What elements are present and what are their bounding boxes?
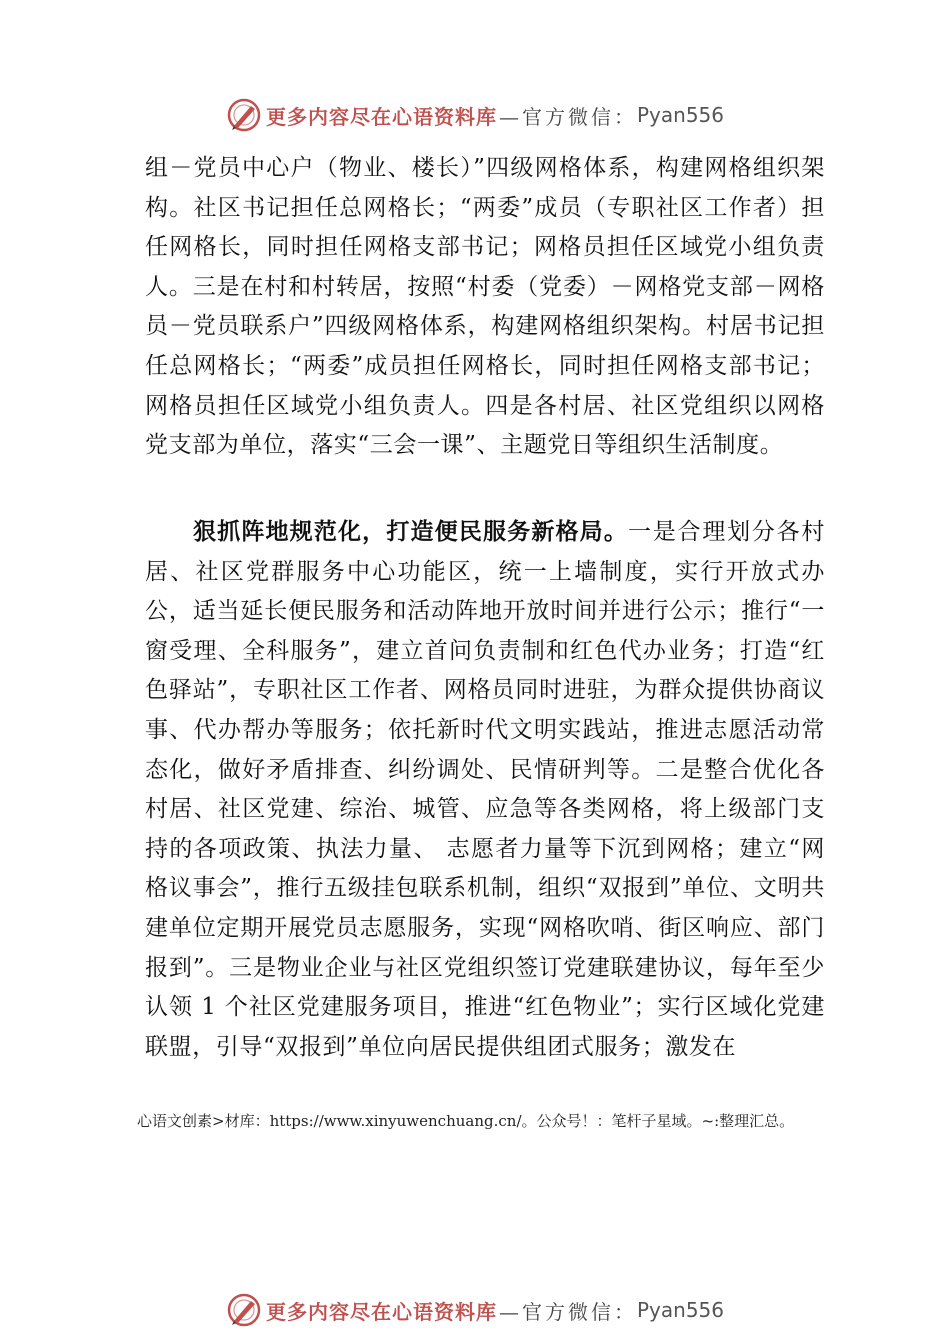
watermark-wechat-id: Pyan556 <box>636 103 724 127</box>
pen-logo-icon <box>226 97 262 133</box>
watermark-wechat-id: Pyan556 <box>636 1298 724 1322</box>
body-paragraph-2 <box>145 513 825 1067</box>
watermark-wechat-label: —官方微信： <box>498 1299 637 1324</box>
source-note: 心语文创素>材库：https://www.xinyuwenchuang.cn/。公众号！：笔杆子星域。~:整理汇总。 <box>137 1112 795 1130</box>
paragraph-2-heading: 狠抓阵地规范化，打造便民服务新格局。 <box>193 519 629 545</box>
bottom-watermark <box>0 1290 950 1330</box>
pen-logo-icon <box>226 1292 262 1328</box>
top-watermark <box>0 95 950 135</box>
body-paragraph-1: 组－党员中心户（物业、楼长）”四级网格体系，构建网格组织架构。社区书记担任总网格长；“两委”成员（专职社区工作者）担任网格长，同时担任网格支部书记；网格员担任区域党小组负责人。三是在村和村转居，按照“村委（党委）－网格党支部－网格员－党员联系户”四级网格体系，构建网格组织架构。村居书记担任总网格长；“两委”成员担任网格长，同时担任网格支部书记；网格员担任区域党小组负责人。四是各村居、社区党组织以网格党支部为单位，落实“三会一课”、主题党日等组织生活制度。 <box>145 155 825 459</box>
paragraph-2-text: 一是合理划分各村居、社区党群服务中心功能区，统一上墙制度，实行开放式办公，适当延长便民服务和活动阵地开放时间并进行公示；推行“一窗受理、全科服务”，建立首问负责制和红色代办业务；打造“红色驿站”，专职社区工作者、网格员同时进驻，为群众提供协商议事、代办帮办等服务；依托新时代文明实践站，推进志愿活动常态化，做好矛盾排查、纠纷调处、民情研判等。二是整合优化各村居、社区党建、综治、城管、应急等各类网格，将上级部门支持的各项政策、执法力量、 志愿者力量等下沉到网格；建立“网格议事会”，推行五级挂包联系机制，组织“双报到”单位、文明共建单位定期开展党员志愿服务，实现“网格吹哨、街区响应、部门报到”。三是物业企业与社区党组织签订党建联建协议，每年至少认领 1 个社区党建服务项目，推进“红色物业”；实行区域化党建联盟，引导“双报到”单位向居民提供组团式服务；激发在 <box>145 519 825 1060</box>
watermark-wechat-label: —官方微信： <box>498 104 637 129</box>
watermark-slogan: 更多内容尽在心语资料库 <box>265 104 497 129</box>
watermark-slogan: 更多内容尽在心语资料库 <box>265 1299 497 1324</box>
